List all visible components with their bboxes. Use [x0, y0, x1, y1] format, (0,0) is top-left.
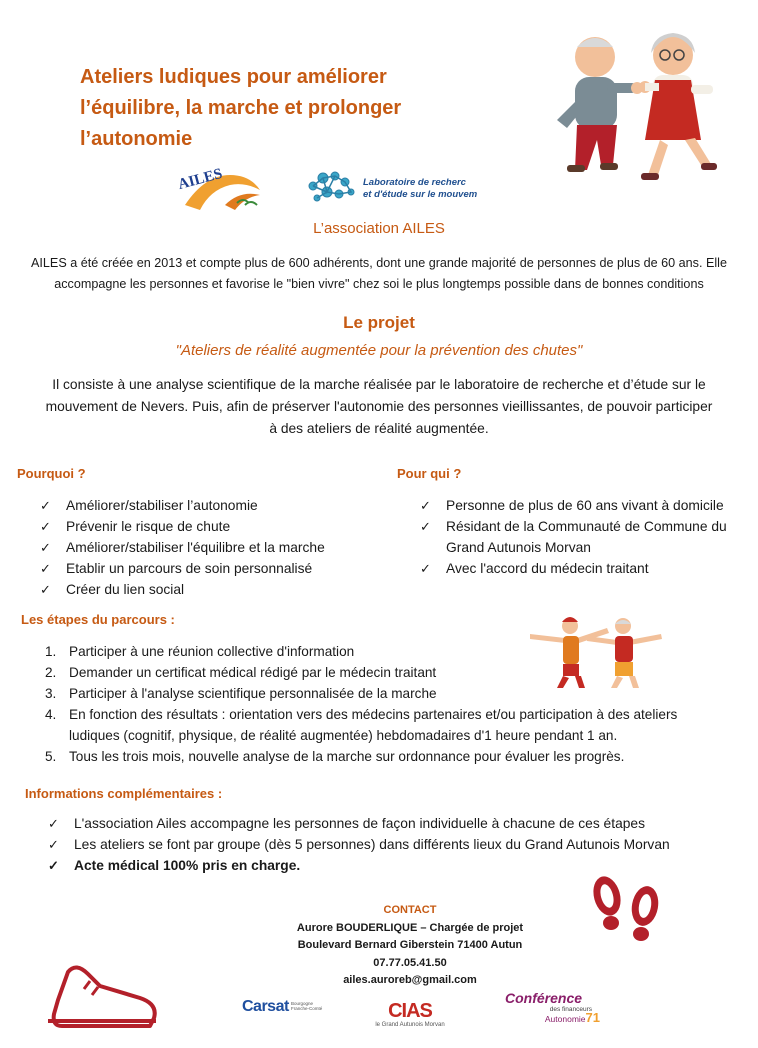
list-item: ✓ Améliorer/stabiliser l’autonomie — [40, 495, 380, 516]
contact-email: ailes.auroreb@gmail.com — [343, 974, 477, 986]
check-icon: ✓ — [40, 561, 51, 576]
list-item: 5. Tous les trois mois, nouvelle analyse de la marche sur ordonnance pour évaluer les progrès. — [45, 749, 625, 764]
pourquoi-heading: Pourquoi ? — [17, 466, 86, 481]
list-item: ✓ Résidant de la Communauté de Commune du Grand Autunois Morvan — [420, 516, 750, 558]
etapes-list — [45, 641, 745, 767]
check-icon: ✓ — [420, 498, 431, 513]
check-icon: ✓ — [40, 540, 51, 555]
list-item: 3. Participer à l'analyse scientifique personnalisée de la marche — [45, 686, 437, 701]
footprints-icon — [585, 868, 675, 948]
list-item: ✓ Les ateliers se font par groupe (dès 5 personnes) dans différents lieux du Grand Autunois Morvan — [48, 834, 748, 855]
check-icon: ✓ — [40, 519, 51, 534]
svg-text:AILES: AILES — [176, 165, 225, 194]
association-text: AILES a été créée en 2013 et compte plus de 600 adhérents, dont une grande majorité de personnes de plus de 60 ans. Elle accompagne les personnes et favorise le "bien vivre" chez soi le plus longtemps possible dans de bonnes conditions — [31, 256, 727, 291]
list-item: 4. En fonction des résultats : orientation vers des médecins partenaires et/ou participation à des ateliers ludiques (cognitif, physique, de réalité augmentée) hebdomadaires d'1 heure pendant 1 an. — [45, 707, 678, 743]
check-icon: ✓ — [420, 519, 431, 534]
page-title: Ateliers ludiques pour améliorer l’équilibre, la marche et prolonger l’autonomie — [80, 66, 402, 150]
laboratory-logo: Laboratoire de recherc et d'étude sur le mouvem — [305, 168, 480, 208]
list-item: ✓ Etablir un parcours de soin personnalisé — [40, 558, 380, 579]
etapes-heading: Les étapes du parcours : — [21, 612, 175, 627]
cias-logo: CIAS le Grand Autunois Morvan — [375, 1000, 445, 1028]
check-icon: ✓ — [48, 816, 59, 831]
contact-address: Boulevard Bernard Giberstein 71400 Autun — [297, 939, 523, 951]
contact-phone: 07.77.05.41.50 — [373, 956, 447, 969]
infos-list — [48, 813, 748, 876]
list-item: ✓ Acte médical 100% pris en charge. — [48, 855, 748, 876]
projet-heading: Le projet — [343, 313, 415, 332]
contact-block — [230, 902, 590, 990]
pour-qui-list — [420, 495, 750, 579]
check-icon: ✓ — [40, 498, 51, 513]
projet-subtitle: "Ateliers de réalité augmentée pour la prévention des chutes" — [175, 342, 583, 359]
check-icon: ✓ — [40, 582, 51, 597]
list-item: ✓ Améliorer/stabiliser l'équilibre et la marche — [40, 537, 380, 558]
check-icon: ✓ — [420, 561, 431, 576]
check-icon: ✓ — [48, 858, 59, 873]
list-item: 2. Demander un certificat médical rédigé par le médecin traitant — [45, 665, 437, 680]
elderly-couple-illustration — [545, 25, 725, 190]
ailes-logo — [175, 165, 270, 215]
list-item: ✓ L'association Ailes accompagne les personnes de façon individuelle à chacune de ces étapes — [48, 813, 748, 834]
list-item: ✓ Personne de plus de 60 ans vivant à domicile — [420, 495, 750, 516]
contact-heading: CONTACT — [383, 904, 437, 916]
infos-heading: Informations complémentaires : — [25, 786, 223, 801]
list-item: ✓ Créer du lien social — [40, 579, 380, 600]
association-heading: L’association AILES — [313, 220, 445, 237]
list-item: ✓ Avec l'accord du médecin traitant — [420, 558, 750, 579]
shoe-icon — [40, 955, 165, 1035]
check-icon: ✓ — [48, 837, 59, 852]
list-item: 1. Participer à une réunion collective d'information — [45, 644, 355, 659]
conference-financeurs-logo: Conférence des financeurs Autonomie71 — [505, 990, 600, 1025]
pour-qui-heading: Pour qui ? — [397, 466, 462, 481]
projet-text: Il consiste à une analyse scientifique de la marche réalisée par le laboratoire de recherche et d’étude sur le mouvement de Nevers. Puis, afin de préserver l'autonomie des personnes vieillissantes, de pouvoir participer à des ateliers de réalité augmentée. — [45, 377, 713, 436]
carsat-logo: Carsat Bourgogne Franche-Comté — [242, 998, 323, 1015]
list-item: ✓ Prévenir le risque de chute — [40, 516, 380, 537]
pourquoi-list — [40, 495, 380, 600]
contact-name: Aurore BOUDERLIQUE – Chargée de projet — [296, 921, 524, 934]
